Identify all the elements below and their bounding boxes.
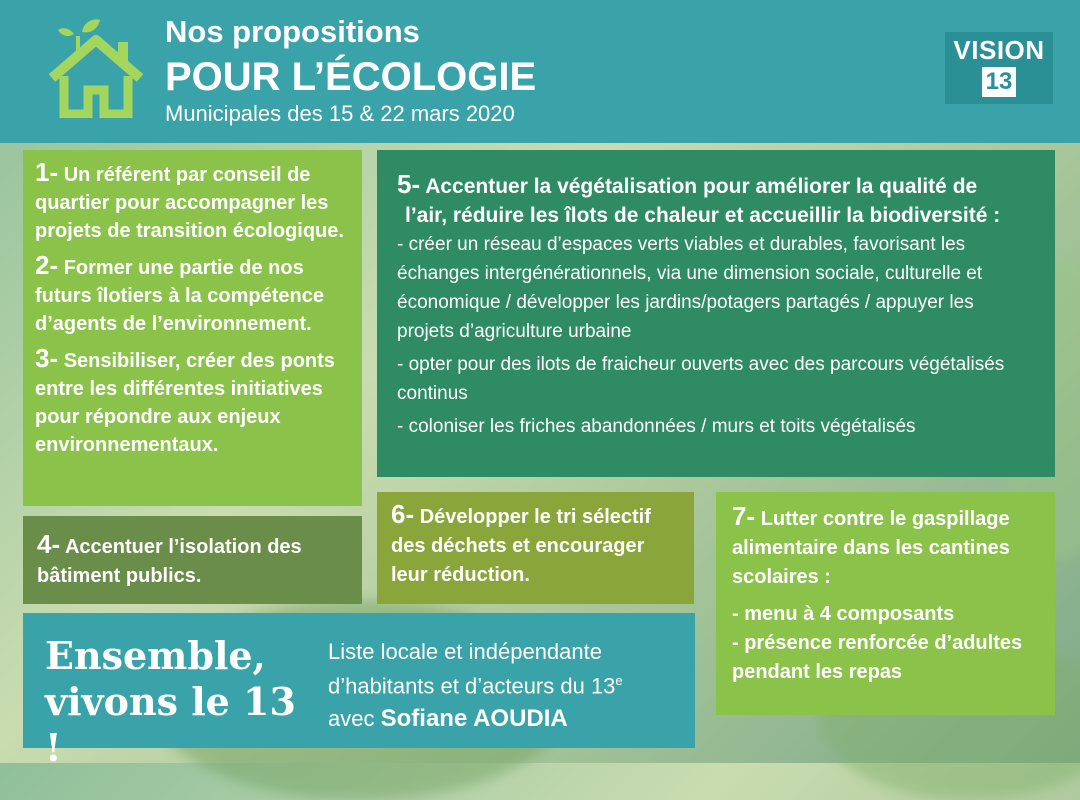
proposition-7-items xyxy=(732,600,1039,687)
proposition-text: Former une partie de nos futurs îlotiers à la compétence d’agents de l’environnement. xyxy=(35,257,324,335)
proposition-text: Développer le tri sélectif des déchets et encourager leur réduction. xyxy=(391,506,651,586)
slogan-line-1: Ensemble, xyxy=(45,633,266,678)
proposition-7-heading xyxy=(732,502,1039,592)
proposition-text: Un référent par conseil de quartier pour accompagner les projets de transition écologique. xyxy=(35,164,344,242)
candidate-name: Sofiane AOUDIA xyxy=(380,705,568,733)
candidate-line xyxy=(328,704,623,733)
proposition-7-box xyxy=(716,492,1055,715)
heading-part-a: Accentuer la végétalisation pour améliorer la qualité de xyxy=(425,175,978,198)
list-item: - coloniser les friches abandonnées / murs et toits végétalisés xyxy=(397,416,916,437)
list-line-2-text: d’habitants et d’acteurs du 13 xyxy=(328,673,616,699)
proposition-1 xyxy=(35,158,350,245)
heading-part-b: l’air, réduire les îlots de chaleur et accueillir la biodiversité : xyxy=(405,204,1001,227)
proposition-number: 6- xyxy=(391,499,415,529)
propositions-1-3-box xyxy=(23,150,362,506)
eco-house-icon xyxy=(48,18,144,118)
list-description xyxy=(328,637,623,733)
vision-13-logo xyxy=(945,32,1053,104)
proposition-number: 7- xyxy=(732,501,756,531)
proposition-text: Sensibiliser, créer des ponts entre les différentes initiatives pour répondre aux enjeux environnementaux. xyxy=(35,350,335,456)
list-line-1: Liste locale et indépendante xyxy=(328,639,602,664)
superscript: e xyxy=(615,673,623,688)
logo-number: 13 xyxy=(982,67,1017,97)
proposition-3 xyxy=(35,344,350,459)
proposition-2 xyxy=(35,251,350,338)
proposition-number: 2- xyxy=(35,250,59,280)
list-item: - présence renforcée d’adultes pendant les repas xyxy=(732,632,1023,683)
title-line-2: POUR L’ÉCOLOGIE xyxy=(165,55,537,99)
page-footer xyxy=(23,613,695,770)
slogan-line-2: vivons le 13 ! xyxy=(45,679,296,770)
proposition-number: 1- xyxy=(35,157,59,187)
logo-word: VISION xyxy=(953,35,1045,65)
proposition-6-box xyxy=(377,492,694,604)
list-line-2 xyxy=(328,666,623,700)
proposition-text: Lutter contre le gaspillage alimentaire dans les cantines scolaires : xyxy=(732,508,1010,588)
page-header xyxy=(0,0,1080,143)
proposition-number: 5- xyxy=(397,169,421,199)
proposition-5-heading xyxy=(397,170,1035,230)
proposition-text: Accentuer l’isolation des bâtiment publics. xyxy=(37,536,302,587)
list-item: - opter pour des ilots de fraicheur ouverts avec des parcours végétalisés continus xyxy=(397,354,1005,404)
slogan xyxy=(45,633,305,771)
title-line-1: Nos propositions xyxy=(165,14,420,49)
proposition-4-box xyxy=(23,516,362,604)
proposition-5-box xyxy=(377,150,1055,477)
proposition-number: 3- xyxy=(35,343,59,373)
with-label: avec xyxy=(328,706,375,732)
proposition-number: 4- xyxy=(37,529,61,559)
list-item: - menu à 4 composants xyxy=(732,603,955,625)
list-item: - créer un réseau d’espaces verts viables et durables, favorisant les échanges intergénérationnels, via une dimension sociale, culturelle et économique / développer les jardins/potagers partagés / appuyer les projets d’agriculture urbaine xyxy=(397,234,983,342)
subtitle: Municipales des 15 & 22 mars 2020 xyxy=(165,101,515,126)
